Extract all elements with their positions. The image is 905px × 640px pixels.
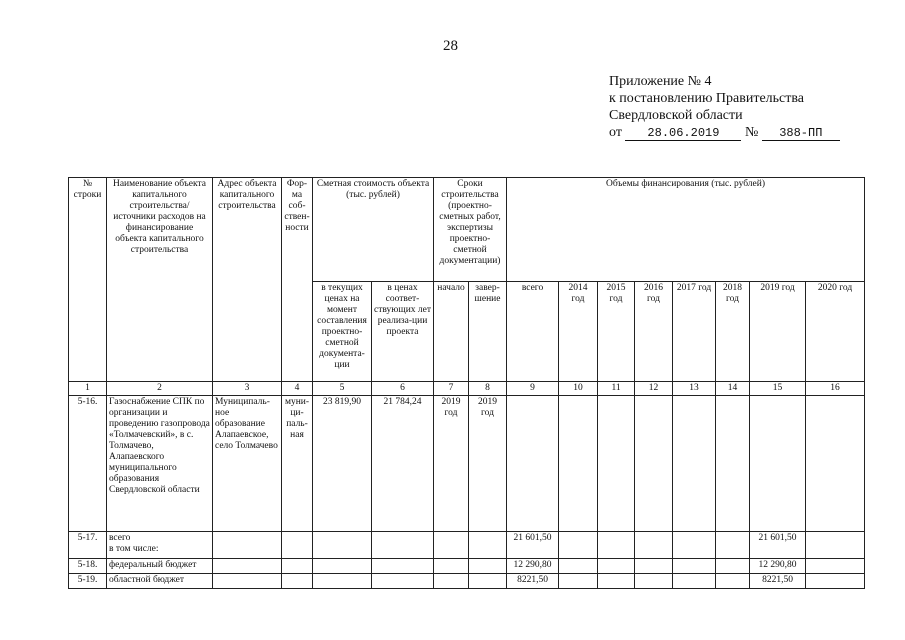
- column-number: 12: [635, 382, 673, 396]
- header-2015: 2015 год: [598, 282, 635, 382]
- end-year: [469, 574, 507, 589]
- column-number: 7: [434, 382, 469, 396]
- column-number: 14: [716, 382, 750, 396]
- end-year: [469, 559, 507, 574]
- empty-cell: [806, 532, 865, 559]
- row-number: 5-19.: [69, 574, 107, 589]
- value-2019: 21 601,50: [750, 532, 806, 559]
- number-prefix: №: [744, 125, 759, 140]
- column-number: 11: [598, 382, 635, 396]
- header-ownership: Фор-ма соб-ствен-ности: [282, 178, 313, 382]
- empty-cell: [716, 574, 750, 589]
- header-2017: 2017 год: [673, 282, 716, 382]
- cost-current: [313, 532, 372, 559]
- cost-current: 23 819,90: [313, 396, 372, 532]
- object-name: всего в том числе:: [107, 532, 213, 559]
- end-year: [469, 532, 507, 559]
- object-address: [213, 532, 282, 559]
- object-name: федеральный бюджет: [107, 559, 213, 574]
- row-number: 5-18.: [69, 559, 107, 574]
- ownership-form: муни-ци-паль-ная: [282, 396, 313, 532]
- object-name: областной бюджет: [107, 574, 213, 589]
- empty-cell: [559, 532, 598, 559]
- value-2019: 8221,50: [750, 574, 806, 589]
- object-address: Муниципаль-ное образование Алапаевское, село Толмачево: [213, 396, 282, 532]
- header-total: всего: [507, 282, 559, 382]
- start-year: 2019 год: [434, 396, 469, 532]
- start-year: [434, 574, 469, 589]
- empty-cell: [598, 532, 635, 559]
- date-prefix: от: [609, 125, 622, 140]
- header-2019: 2019 год: [750, 282, 806, 382]
- header-estimated-cost: Сметная стоимость объекта (тыс. рублей): [313, 178, 434, 282]
- empty-cell: [716, 532, 750, 559]
- object-address: [213, 574, 282, 589]
- empty-cell: [673, 532, 716, 559]
- header-2014: 2014 год: [559, 282, 598, 382]
- row-number: 5-16.: [69, 396, 107, 532]
- column-number: 1: [69, 382, 107, 396]
- cost-years: [372, 559, 434, 574]
- empty-cell: [635, 574, 673, 589]
- cost-years: [372, 574, 434, 589]
- start-year: [434, 532, 469, 559]
- cost-years: [372, 532, 434, 559]
- empty-cell: [635, 532, 673, 559]
- empty-cell: [559, 559, 598, 574]
- header-2016: 2016 год: [635, 282, 673, 382]
- empty-cell: [673, 559, 716, 574]
- empty-cell: [673, 396, 716, 532]
- ownership-form: [282, 559, 313, 574]
- empty-cell: [806, 559, 865, 574]
- column-number: 15: [750, 382, 806, 396]
- start-year: [434, 559, 469, 574]
- header-address: Адрес объекта капитального строительства: [213, 178, 282, 382]
- empty-cell: [716, 396, 750, 532]
- appendix-title: Приложение № 4: [609, 74, 712, 89]
- header-construction-terms: Сроки строительства (проектно-сметных работ, экспертизы проектно-сметной документации): [434, 178, 507, 282]
- empty-cell: [598, 396, 635, 532]
- ownership-form: [282, 574, 313, 589]
- empty-cell: [559, 396, 598, 532]
- object-name: Газоснабжение СПК по организации и проведению газопровода «Толмачевский», в с. Толмачево, Алапаевского муниципального образования Свердловской области: [107, 396, 213, 532]
- column-number: 4: [282, 382, 313, 396]
- column-number: 8: [469, 382, 507, 396]
- appendix-resolution: к постановлению Правительства: [609, 91, 805, 106]
- empty-cell: [806, 396, 865, 532]
- total-value: 8221,50: [507, 574, 559, 589]
- column-number: 9: [507, 382, 559, 396]
- column-number: 6: [372, 382, 434, 396]
- total-value: 21 601,50: [507, 532, 559, 559]
- header-financing-volumes: Объемы финансирования (тыс. рублей): [507, 178, 865, 282]
- appendix-block: [609, 73, 840, 141]
- column-number-row: [69, 382, 865, 396]
- header-2018: 2018 год: [716, 282, 750, 382]
- end-year: 2019 год: [469, 396, 507, 532]
- header-end: завер-шение: [469, 282, 507, 382]
- object-address: [213, 559, 282, 574]
- empty-cell: [673, 574, 716, 589]
- header-row-no: № строки: [69, 178, 107, 382]
- row-number: 5-17.: [69, 532, 107, 559]
- cost-years: 21 784,24: [372, 396, 434, 532]
- header-object-name: Наименование объекта капитального строительства/ источники расходов на финансирование объекта капитального строительства: [107, 178, 213, 382]
- empty-cell: [559, 574, 598, 589]
- table-row: [69, 396, 865, 532]
- column-number: 2: [107, 382, 213, 396]
- value-2019: 12 290,80: [750, 559, 806, 574]
- header-cost-current: в текущих ценах на момент составления проектно-сметной документа-ции: [313, 282, 372, 382]
- resolution-date: 28.06.2019: [625, 126, 741, 141]
- empty-cell: [716, 559, 750, 574]
- header-start: начало: [434, 282, 469, 382]
- header-cost-years: в ценах соответ-ствующих лет реализа-ции проекта: [372, 282, 434, 382]
- column-number: 3: [213, 382, 282, 396]
- ownership-form: [282, 532, 313, 559]
- empty-cell: [635, 559, 673, 574]
- value-2019: [750, 396, 806, 532]
- column-number: 13: [673, 382, 716, 396]
- column-number: 16: [806, 382, 865, 396]
- empty-cell: [635, 396, 673, 532]
- total-value: [507, 396, 559, 532]
- empty-cell: [806, 574, 865, 589]
- header-2020: 2020 год: [806, 282, 865, 382]
- total-value: 12 290,80: [507, 559, 559, 574]
- column-number: 10: [559, 382, 598, 396]
- resolution-number: 388-ПП: [762, 126, 840, 141]
- financing-table: [68, 177, 865, 589]
- empty-cell: [598, 574, 635, 589]
- table-row: [69, 532, 865, 559]
- cost-current: [313, 574, 372, 589]
- cost-current: [313, 559, 372, 574]
- appendix-region: Свердловской области: [609, 108, 743, 123]
- empty-cell: [598, 559, 635, 574]
- page-number: 28: [443, 38, 458, 54]
- table-row: [69, 559, 865, 574]
- table-row: [69, 574, 865, 589]
- column-number: 5: [313, 382, 372, 396]
- appendix-date-line: [609, 124, 840, 141]
